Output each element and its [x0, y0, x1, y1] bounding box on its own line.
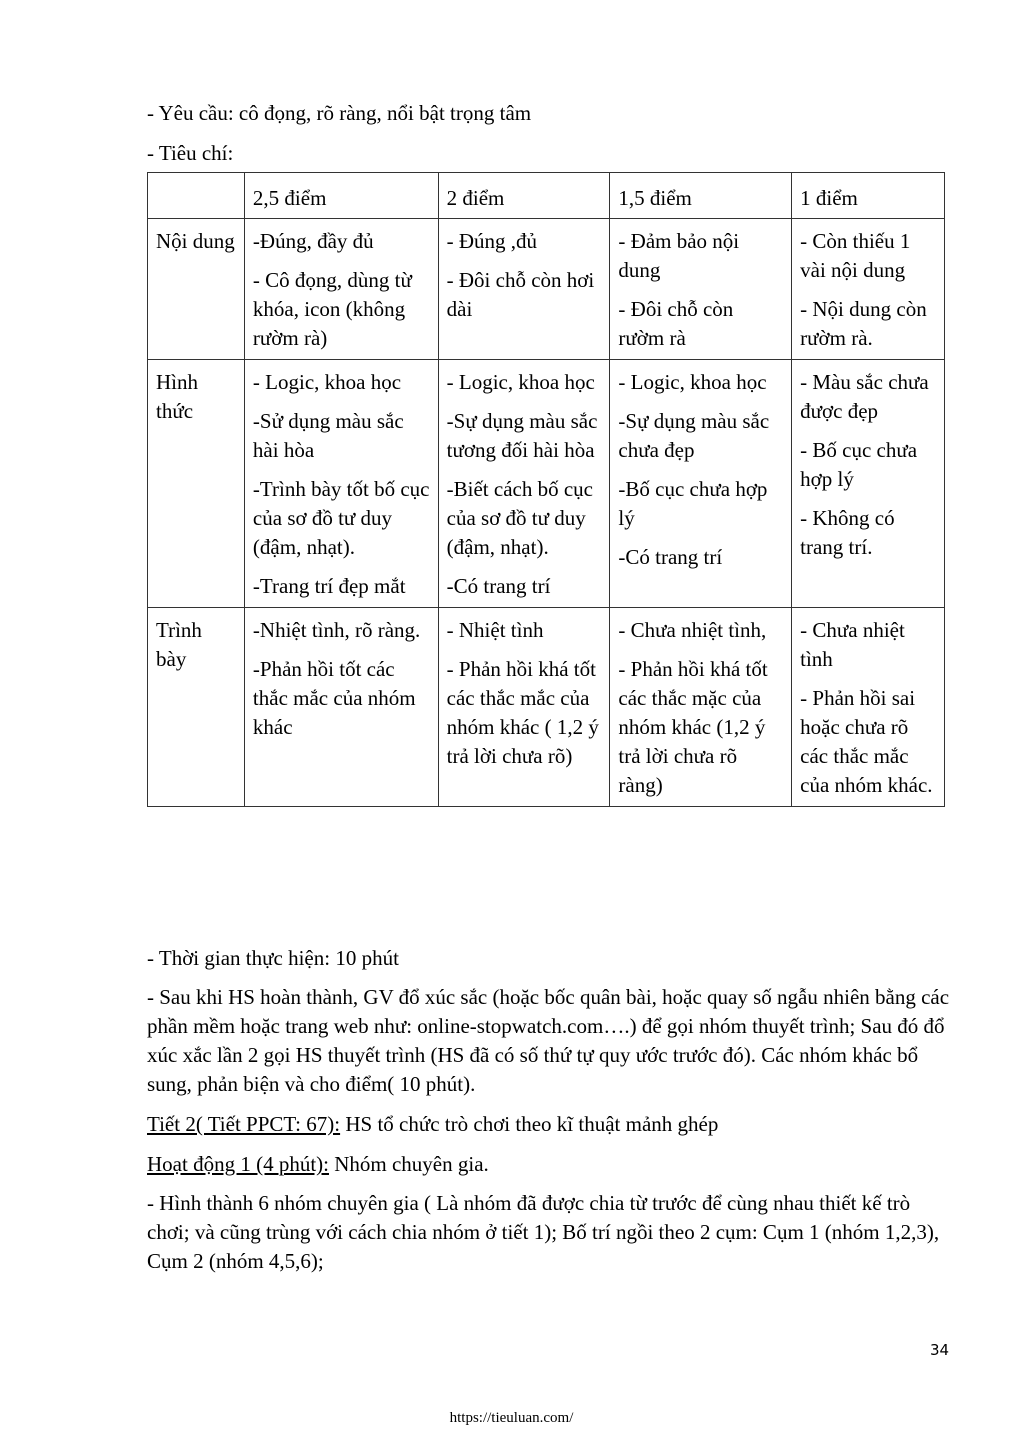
cell-line: -Có trang trí	[446, 574, 551, 598]
time-line: - Thời gian thực hiện: 10 phút	[147, 946, 399, 970]
requirement-line: - Yêu cầu: cô đọng, rõ ràng, nổi bật trọng tâm	[147, 101, 532, 125]
header-cell-empty	[148, 173, 245, 219]
cell-line: - Logic, khoa học	[618, 370, 767, 394]
cell-line: - Nội dung còn rườm rà.	[800, 297, 927, 350]
cell-line: - Logic, khoa học	[252, 370, 402, 394]
header-cell-1: 1 điểm	[792, 173, 945, 219]
cell-line: - Logic, khoa học	[446, 370, 595, 394]
table-cell	[438, 360, 610, 608]
cell-line: -Nhiệt tình, rõ ràng.	[252, 618, 421, 642]
criteria-table	[147, 172, 945, 807]
row-label: Trình bày	[148, 608, 245, 807]
activity1-text: Nhóm chuyên gia.	[328, 1152, 489, 1176]
table-header-row	[148, 173, 945, 219]
row-label: Nội dung	[148, 219, 245, 360]
cell-line: - Nhiệt tình	[446, 618, 544, 642]
row-label: Hình thức	[148, 360, 245, 608]
table-cell	[438, 219, 610, 360]
cell-line: -Trình bày tốt bố cục của sơ đồ tư duy (đậm, nhạt).	[252, 477, 430, 559]
cell-line: -Sự dụng màu sắc chưa đẹp	[618, 409, 770, 462]
table-cell	[244, 219, 438, 360]
table-cell	[244, 608, 438, 807]
cell-line: - Đôi chỗ còn hơi dài	[446, 268, 595, 321]
table-cell	[244, 360, 438, 608]
table-cell	[610, 608, 792, 807]
cell-line: - Màu sắc chưa được đẹp	[800, 370, 929, 423]
after-paragraph: - Sau khi HS hoàn thành, GV đổ xúc sắc (hoặc bốc quân bài, hoặc quay số ngẫu nhiên bằng các phần mềm hoặc trang web như: online-stopwatch.com….) để gọi nhóm thuyết trình; Sau đó đổ xúc xắc lần 2 gọi HS thuyết trình (HS đã có số thứ tự quy ước trước đó). Các nhóm khác bổ sung, phản biện và cho điểm( 10 phút).	[147, 985, 950, 1096]
cell-line: - Chưa nhiệt tình,	[618, 618, 767, 642]
cell-line: -Đúng, đầy đủ	[252, 229, 374, 253]
cell-line: -Trang trí đẹp mắt	[252, 574, 406, 598]
cell-line: - Đôi chỗ còn rườm rà	[618, 297, 734, 350]
table-row-form	[148, 360, 945, 608]
header-cell-2: 2 điểm	[438, 173, 610, 219]
table-cell	[792, 360, 945, 608]
period2-text: HS tổ chức trò chơi theo kĩ thuật mảnh ghép	[340, 1112, 719, 1136]
criteria-label: - Tiêu chí:	[147, 141, 234, 165]
cell-line: -Phản hồi tốt các thắc mắc của nhóm khác	[252, 657, 416, 739]
cell-line: -Bố cục chưa hợp lý	[618, 477, 768, 530]
cell-line: -Biết cách bố cục của sơ đồ tư duy (đậm, nhạt).	[446, 477, 593, 559]
cell-line: - Phản hồi khá tốt các thắc mặc của nhóm khác (1,2 ý trả lời chưa rõ ràng)	[618, 657, 768, 797]
cell-line: - Phản hồi sai hoặc chưa rõ các thắc mắc của nhóm khác.	[800, 686, 933, 797]
cell-line: - Đảm bảo nội dung	[618, 229, 740, 282]
cell-line: -Có trang trí	[618, 545, 723, 569]
activity1-label: Hoạt động 1 (4 phút):	[147, 1152, 329, 1176]
cell-line: - Phản hồi khá tốt các thắc mắc của nhóm khác ( 1,2 ý trả lời chưa rõ)	[446, 657, 599, 768]
cell-line: - Không có trang trí.	[800, 506, 895, 559]
cell-line: -Sử dụng màu sắc hài hòa	[252, 409, 404, 462]
groups-paragraph: - Hình thành 6 nhóm chuyên gia ( Là nhóm đã được chia từ trước để cùng nhau thiết kế trò chơi; và cũng trùng với cách chia nhóm ở tiết 1); Bố trí ngồi theo 2 cụm: Cụm 1 (nhóm 1,2,3), Cụm 2 (nhóm 4,5,6);	[147, 1191, 940, 1273]
page-number: 34	[930, 1341, 950, 1359]
table-cell	[438, 608, 610, 807]
period2-label: Tiết 2( Tiết PPCT: 67):	[147, 1112, 341, 1136]
footer-url: https://tieuluan.com/	[449, 1410, 574, 1426]
table-cell	[792, 608, 945, 807]
table-cell	[610, 219, 792, 360]
header-cell-1-5: 1,5 điểm	[610, 173, 792, 219]
table-row-presentation	[148, 608, 945, 807]
cell-line: - Chưa nhiệt tình	[800, 618, 905, 671]
cell-line: - Đúng ,đủ	[446, 229, 538, 253]
header-cell-2-5: 2,5 điểm	[244, 173, 438, 219]
table-cell	[610, 360, 792, 608]
cell-line: - Cô đọng, dùng từ khóa, icon (không rườm rà)	[252, 268, 412, 350]
cell-line: - Bố cục chưa hợp lý	[800, 438, 918, 491]
period2-line	[147, 1110, 718, 1139]
table-row-content	[148, 219, 945, 360]
activity1-line	[147, 1150, 489, 1179]
cell-line: -Sự dụng màu sắc tương đối hài hòa	[446, 409, 598, 462]
table-cell	[792, 219, 945, 360]
cell-line: - Còn thiếu 1 vài nội dung	[800, 229, 911, 282]
